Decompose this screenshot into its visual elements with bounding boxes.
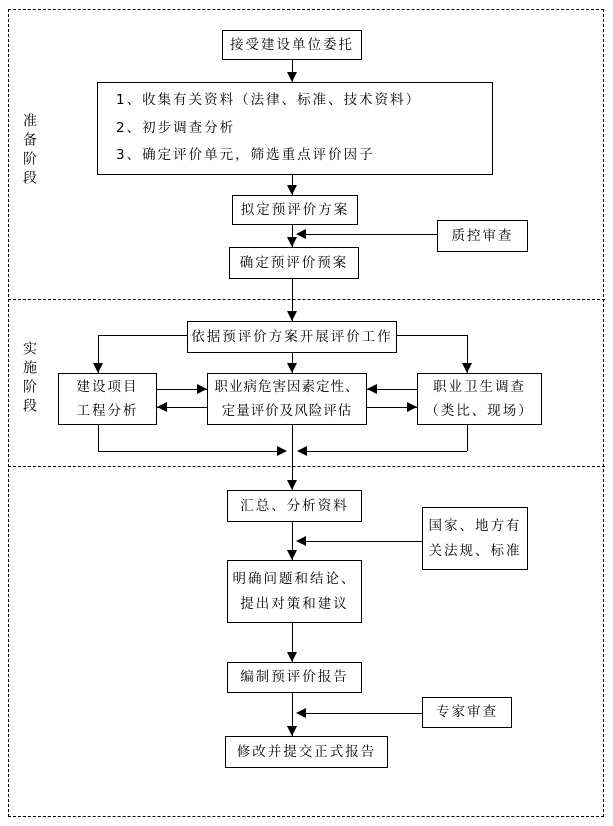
node-summarize-data [227, 490, 362, 522]
arrow-left-regulations [296, 536, 306, 546]
node-final-report-label: 修改并提交正式报告 [236, 743, 377, 760]
node-carry-out-evaluation-label: 依据预评价方案开展评价工作 [191, 328, 393, 345]
arrow-right-hazard [197, 384, 207, 394]
line-pa-down [98, 425, 99, 451]
preparation-task-3: 3、确定评价单元，筛选重点评价因子 [116, 147, 375, 164]
arrow-left-hazard [367, 384, 377, 394]
node-qc-review [437, 220, 528, 252]
node-expert-review-label: 专家审查 [436, 704, 498, 721]
line-expert-to-flow [298, 713, 422, 714]
node-clarify-conclusions [227, 560, 362, 623]
arrow-down-draft [287, 185, 297, 195]
arrow-down-hazard-eval [287, 363, 297, 373]
line-survey-merge [301, 451, 467, 452]
node-hazard-evaluation-line2: 定量评价及风险评估 [221, 403, 353, 419]
node-confirm-plan [229, 247, 359, 279]
arrow-left-merge [297, 446, 307, 456]
node-hazard-evaluation-line1: 职业病危害因素定性、 [214, 378, 360, 395]
node-hygiene-survey-line2: （类比、现场） [425, 403, 534, 419]
node-preparation-tasks [97, 82, 493, 175]
node-project-analysis [58, 373, 157, 425]
node-regulations-line2: 关法规、标准 [428, 542, 522, 559]
node-compile-report-label: 编制预评价报告 [240, 669, 349, 686]
arrow-right-survey [407, 402, 417, 412]
node-accept-commission-label: 接受建设单位委托 [230, 36, 354, 53]
node-accept-commission [222, 30, 362, 60]
arrow-left-qc [296, 229, 306, 239]
line-carryout-left-branch [98, 335, 187, 336]
node-hazard-evaluation [207, 373, 367, 425]
arrow-left-project-analysis [157, 402, 167, 412]
line-pa-merge [98, 451, 283, 452]
node-regulations-line1: 国家、地方有 [428, 518, 522, 535]
node-expert-review [422, 697, 512, 728]
stage-divider-2 [8, 466, 605, 467]
stage-label-implementation: 实施阶段 [21, 341, 37, 417]
node-carry-out-evaluation [187, 321, 397, 353]
stage-label-preparation: 准备阶段 [21, 113, 37, 189]
node-regulations [422, 507, 528, 570]
node-draft-plan-label: 拟定预评价方案 [240, 201, 350, 218]
node-qc-review-label: 质控审查 [451, 227, 514, 244]
arrow-down-summarize [287, 480, 297, 490]
arrow-down-project-analysis [93, 363, 103, 373]
preparation-task-1: 1、收集有关资料（法律、标准、技术资料） [116, 91, 422, 108]
line-regulations-to-flow [298, 541, 422, 542]
node-hygiene-survey [417, 373, 542, 425]
node-draft-plan [232, 195, 358, 225]
node-final-report [225, 736, 388, 768]
arrow-down-clarify [287, 550, 297, 560]
arrow-down-report [287, 652, 297, 662]
arrow-down-hygiene-survey [462, 363, 472, 373]
node-project-analysis-line1: 建设项目 [76, 378, 139, 395]
preparation-task-2: 2、初步调查分析 [116, 119, 236, 136]
line-qc-to-flow [298, 234, 437, 235]
node-compile-report [227, 662, 362, 693]
stage-divider-1 [8, 299, 605, 300]
arrow-down-final [287, 726, 297, 736]
node-clarify-conclusions-line1: 明确问题和结论、 [232, 571, 357, 588]
arrow-left-expert [296, 708, 306, 718]
arrow-down-carryout [287, 311, 297, 321]
arrow-down-tasks [287, 72, 297, 82]
node-hygiene-survey-line1: 职业卫生调查 [433, 378, 526, 395]
node-summarize-data-label: 汇总、分析资料 [240, 497, 349, 514]
line-survey-down [467, 425, 468, 451]
node-project-analysis-line2: 工程分析 [76, 403, 139, 419]
node-confirm-plan-label: 确定预评价预案 [239, 254, 349, 271]
line-carryout-right-branch [397, 335, 467, 336]
node-clarify-conclusions-line2: 提出对策和建议 [240, 595, 349, 612]
arrow-right-merge [277, 446, 287, 456]
